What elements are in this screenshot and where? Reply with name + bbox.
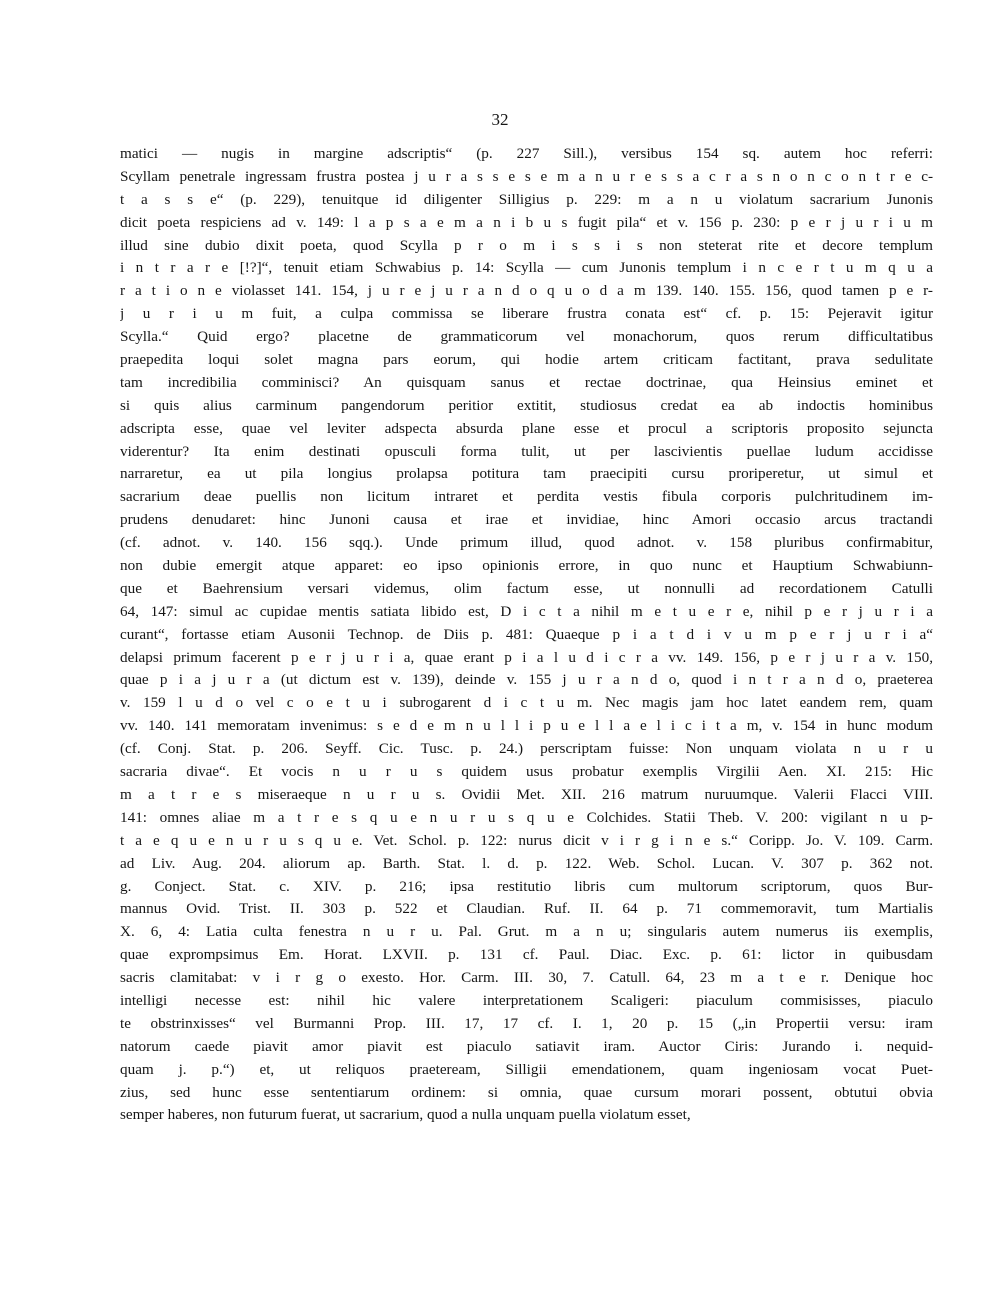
text-line: delapsi primum facerent p e r j u r i a, quae erant p i a l u d i c r a vv. 149. 156, p e r j u r a v. 150, xyxy=(120,648,933,666)
text-line: illud sine dubio dixit poeta, quod Scylla p r o m i s s i s non steterat rite et decore templum xyxy=(120,236,933,254)
text-line: r a t i o n e violasset 141. 154, j u r e j u r a n d o q u o d a m 139. 140. 155. 156, quod tamen p e r- xyxy=(120,282,933,300)
page-number: 32 xyxy=(491,110,509,129)
text-line: intelligi necesse est: nihil hic valere interpretationem Scaligeri: piaculum commisisses, piaculo xyxy=(120,991,933,1009)
text-line: Scyllam penetrale ingressam frustra postea j u r a s s e s e m a n u r e s s a c r a s n o n c o n t r e c- xyxy=(120,167,933,185)
text-line: natorum caede piavit amor piavit est piaculo satiavit iram. Auctor Ciris: Jurando i. nequid- xyxy=(120,1037,933,1055)
text-line: t a e q u e n u r u s q u e. Vet. Schol. p. 122: nurus dicit v i r g i n e s.“ Coripp. Jo. V. 109. Carm. xyxy=(120,831,933,849)
text-line: mannus Ovid. Trist. II. 303 p. 522 et Claudian. Ruf. II. 64 p. 71 commemoravit, tum Martialis xyxy=(120,900,933,918)
text-line: X. 6, 4: Latia culta fenestra n u r u. Pal. Grut. m a n u; singularis autem numerus iis exemplis, xyxy=(120,923,933,941)
text-line: 64, 147: simul ac cupidae mentis satiata libido est, D i c t a nihil m e t u e r e, nihil p e r j u r i a xyxy=(120,602,933,620)
text-line: praepedita loqui solet magna pars eorum, qui hodie artem criticam factitant, prava sedulitate xyxy=(120,351,933,369)
text-line: t a s s e“ (p. 229), tenuitque id diligenter Silligius p. 229: m a n u violatum sacrarium Junonis xyxy=(120,190,933,208)
text-line: vv. 140. 141 memoratam invenimus: s e d e m n u l l i p u e l l a e l i c i t a m, v. 154 in hunc modum xyxy=(120,717,933,735)
text-line: g. Conject. Stat. c. XIV. p. 216; ipsa restitutio libris cum multorum scriptorum, quos Bur- xyxy=(120,877,933,895)
body-text xyxy=(120,143,933,1127)
text-line: (cf. Conj. Stat. p. 206. Seyff. Cic. Tusc. p. 24.) perscriptam fuisse: Non unquam violata n u r u xyxy=(120,740,933,758)
text-line: m a t r e s miseraeque n u r u s. Ovidii Met. XII. 216 matrum nuruumque. Valerii Flacci VIII. xyxy=(120,785,933,803)
text-line: ad Liv. Aug. 204. aliorum ap. Barth. Stat. l. d. p. 122. Web. Schol. Lucan. V. 307 p. 362 not. xyxy=(120,854,933,872)
text-line: si quis alius carminum pangendorum peritior extitit, studiosus credat ea ab indoctis hominibus xyxy=(120,396,933,414)
text-line: (cf. adnot. v. 140. 156 sqq.). Unde primum illud, quod adnot. v. 158 pluribus confirmabitur, xyxy=(120,534,933,552)
text-line: narraretur, ea ut pila longius prolapsa potitura tam praecipiti cursu proriperetur, ut simul et xyxy=(120,465,933,483)
text-line: Scylla.“ Quid ergo? placetne de grammaticorum vel monachorum, quos rerum difficultatibus xyxy=(120,328,933,346)
text-line: prudens denudaret: hinc Junoni causa et irae et invidiae, hinc Amori occasio arcus tractandi xyxy=(120,511,933,529)
text-line: 141: omnes aliae m a t r e s q u e n u r u s q u e Colchides. Statii Theb. V. 200: vigilant n u p- xyxy=(120,808,933,826)
text-line: que et Baehrensium versari videmus, olim factum esse, ut nonnulli ad recordationem Catulli xyxy=(120,579,933,597)
text-line: quae exprompsimus Em. Horat. LXVII. p. 131 cf. Paul. Diac. Exc. p. 61: lictor in quibusdam xyxy=(120,946,933,964)
text-line: sacrarium deae puellis non licitum intraret et perdita vestis fibula corporis pulchritudinem im- xyxy=(120,488,933,506)
text-line: quae p i a j u r a (ut dictum est v. 139), deinde v. 155 j u r a n d o, quod i n t r a n d o, praeterea xyxy=(120,671,933,689)
text-line: dicit poeta respiciens ad v. 149: l a p s a e m a n i b u s fugit pila“ et v. 156 p. 230: p e r j u r i u m xyxy=(120,213,933,231)
text-line: tam incredibilia comminisci? An quisquam sanus et rectae doctrinae, qua Heinsius eminet et xyxy=(120,373,933,391)
text-line: v. 159 l u d o vel c o e t u i subrogarent d i c t u m. Nec magis jam hoc latet eandem rem, quam xyxy=(120,694,933,712)
text-line: sacraria divae“. Et vocis n u r u s quidem usus probatur exemplis Virgilii Aen. XI. 215: Hic xyxy=(120,763,933,781)
text-line: te obstrinxisses“ vel Burmanni Prop. III. 17, 17 cf. I. 1, 20 p. 15 („in Propertii versu: iram xyxy=(120,1014,933,1032)
text-line: j u r i u m fuit, a culpa commissa se liberare frustra conata est“ cf. p. 15: Pejeravit igitur xyxy=(120,305,933,323)
text-line: i n t r a r e [!?]“, tenuit etiam Schwabius p. 14: Scylla — cum Junonis templum i n c e r t u m q u a xyxy=(120,259,933,277)
text-line: viderentur? Ita enim destinati opusculi forma tulit, ut per lascivientis puellae ludum accidisse xyxy=(120,442,933,460)
text-line: curant“, fortasse etiam Ausonii Technop. de Diis p. 481: Quaeque p i a t d i v u m p e r j u r i a“ xyxy=(120,625,933,643)
text-line: matici — nugis in margine adscriptis“ (p. 227 Sill.), versibus 154 sq. autem hoc referri: xyxy=(120,145,933,162)
text-line: non dubie emergit atque apparet: eo ipso opinionis errore, in quo nunc et Hauptium Schwabiunn- xyxy=(120,557,933,575)
text-line: adscripta esse, quae vel leviter adspecta absurda plane esse et procul a scriptoris proposito sejuncta xyxy=(120,419,933,437)
text-line: semper haberes, non futurum fuerat, ut sacrarium, quod a nulla unquam puella violatum esset, xyxy=(120,1106,691,1124)
text-line: sacris clamitabat: v i r g o exesto. Hor. Carm. III. 30, 7. Catull. 64, 23 m a t e r. Denique hoc xyxy=(120,969,933,987)
text-line: zius, sed hunc esse sententiarum ordinem: si omnia, quae cursum morari possent, obtutui obvia xyxy=(120,1083,933,1101)
text-line: quam j. p.“) et, ut reliquos praeteream, Silligii emendationem, quam ingeniosam vocat Puet- xyxy=(120,1060,933,1078)
